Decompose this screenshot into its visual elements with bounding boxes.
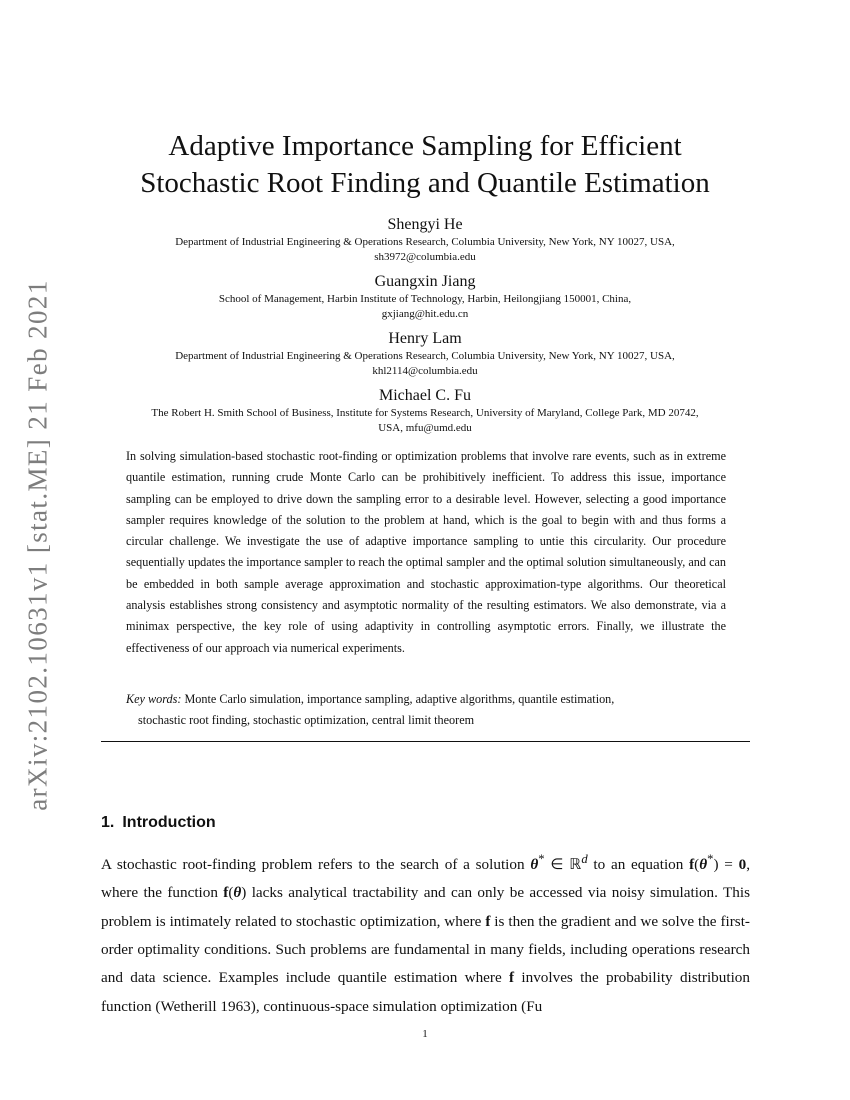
author-name: Henry Lam — [388, 330, 462, 347]
intro-text: is then the gradient and we solve the first-order optimality conditions. Such problems are fundamental in many fields, including operations research and data science. Examples include quantile estimation where — [101, 912, 750, 987]
author-affiliation: Department of Industrial Engineering & Operations Research, Columbia University, New York, NY 10027, USA, — [175, 350, 675, 362]
keywords-line-1: Monte Carlo simulation, importance sampling, adaptive algorithms, quantile estimation, — [184, 692, 615, 706]
author-entry — [80, 385, 770, 436]
intro-text: lacks analytical tractability and can only be accessed via noisy simulation. This problem is intimately related to stochastic optimization, where — [101, 884, 750, 930]
introduction-paragraph — [101, 845, 750, 1021]
math-equals: = — [718, 856, 739, 874]
math-reals: ℝ — [569, 856, 582, 874]
math-theta: θ — [699, 856, 708, 874]
math-paren: ( — [228, 884, 234, 902]
author-entry — [80, 328, 770, 379]
author-affiliation: School of Management, Harbin Institute of Technology, Harbin, Heilongjiang 150001, China, — [218, 293, 632, 305]
math-paren: ( — [694, 856, 700, 874]
math-star: * — [538, 852, 545, 866]
math-dimension: d — [581, 852, 588, 866]
math-paren: ) — [241, 884, 247, 902]
arxiv-identifier: arXiv:2102.10631v1 [stat.ME] 21 Feb 2021 — [22, 279, 53, 811]
author-email: gxjiang@hit.edu.cn — [381, 308, 469, 320]
intro-text: involves the probability distribution function (Wetherill 1963), continuous-space simulation optimization (Fu — [101, 969, 750, 1015]
author-name: Michael C. Fu — [379, 387, 471, 404]
section-heading-introduction — [101, 813, 216, 833]
author-entry — [80, 214, 770, 265]
intro-text: to an equation — [587, 856, 690, 874]
math-star: * — [707, 852, 714, 866]
author-email: khl2114@columbia.edu — [372, 365, 478, 377]
author-email: sh3972@columbia.edu — [374, 251, 476, 263]
title-line-2: Stochastic Root Finding and Quantile Estimation — [140, 167, 710, 199]
author-entry — [80, 271, 770, 322]
title-line-1: Adaptive Importance Sampling for Efficient — [168, 130, 682, 162]
author-affiliation: Department of Industrial Engineering & Operations Research, Columbia University, New York, NY 10027, USA, — [175, 236, 675, 248]
math-f: f — [223, 884, 229, 902]
page-number: 1 — [422, 1028, 428, 1040]
paper-title — [0, 128, 850, 202]
section-number: 1. — [101, 814, 115, 831]
math-theta: θ — [233, 884, 242, 902]
author-name: Shengyi He — [387, 216, 463, 233]
math-theta: θ — [530, 856, 539, 874]
abstract: In solving simulation-based stochastic root-finding or optimization problems that involve rare events, such as in extreme quantile estimation, running crude Monte Carlo can be prohibitively inefficient. To address this issue, importance sampling can be employed to drive down the sampling error to a desirable level. However, selecting a good importance sampler requires knowledge of the solution to the problem at hand, which is the goal to begin with and thus forms a circular challenge. We investigate the use of adaptive importance sampling to untie this circularity. Our procedure sequentially updates the importance sampler to reach the optimal sampler and the optimal solution simultaneously, and can be embedded in both sample average approximation and stochastic approximation-type algorithms. Our theoretical analysis establishes strong consistency and asymptotic normality of the resulting estimators. We also demonstrate, via a minimax perspective, the key role of using adaptivity in controlling asymptotic errors. Finally, we illustrate the effectiveness of our approach via numerical experiments. — [126, 449, 726, 655]
math-f: f — [689, 856, 695, 874]
math-paren: ) — [713, 856, 719, 874]
keywords-label: Key words: — [126, 692, 182, 706]
section-title: Introduction — [122, 814, 216, 831]
author-name: Guangxin Jiang — [374, 273, 476, 290]
intro-text: , where the function — [101, 856, 750, 902]
math-in: ∈ — [544, 856, 570, 874]
math-zero: 0 — [738, 856, 747, 874]
intro-text: A stochastic root-finding problem refers to the search of a solution — [101, 856, 531, 874]
math-f: f — [485, 912, 491, 930]
section-divider — [101, 741, 750, 742]
author-affiliation: The Robert H. Smith School of Business, Institute for Systems Research, University of Maryland, College Park, MD 20742, — [151, 407, 699, 419]
keywords-line-2: stochastic root finding, stochastic optimization, central limit theorem — [138, 712, 475, 727]
math-f: f — [509, 969, 515, 987]
keywords — [126, 689, 736, 730]
author-block — [80, 214, 770, 442]
author-email: USA, mfu@umd.edu — [378, 422, 472, 434]
